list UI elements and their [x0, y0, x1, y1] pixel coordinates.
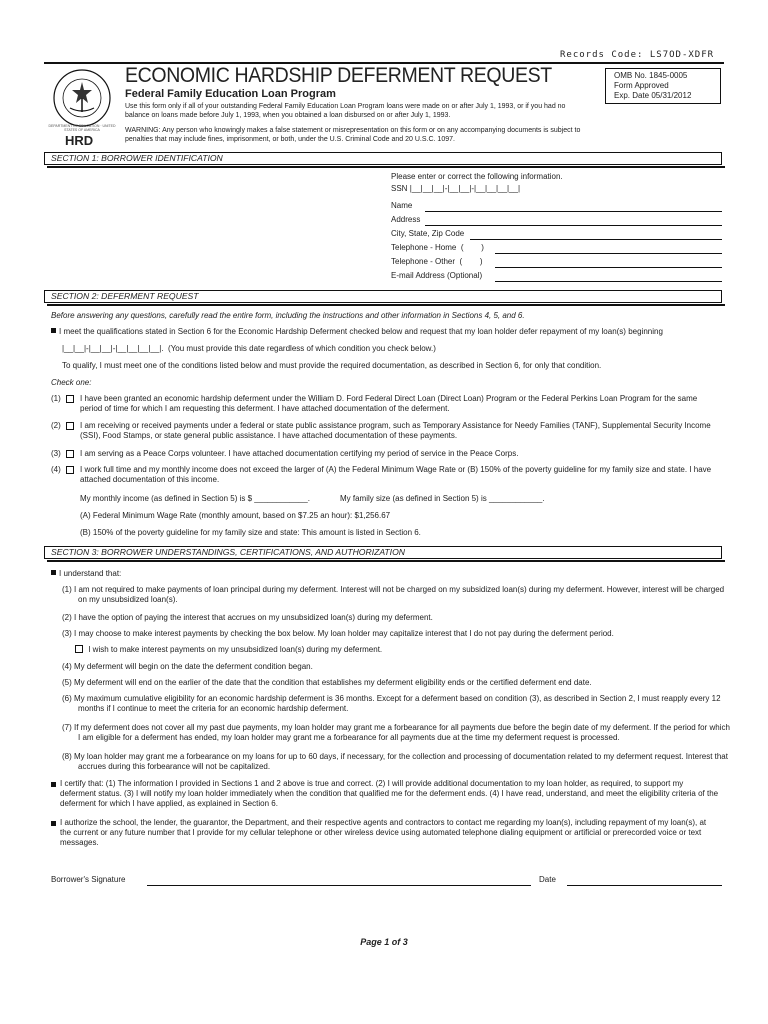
- option-a-text: (A) Federal Minimum Wage Rate (monthly amount, based on $7.25 an hour): $1,256.67: [80, 511, 391, 520]
- section1-header: SECTION 1: BORROWER IDENTIFICATION: [44, 152, 722, 165]
- option-number: (4): [51, 465, 61, 474]
- field-email-label: E-mail Address (Optional): [391, 271, 483, 280]
- understand-item-3: (3) I may choose to make interest payments by checking the box below. My loan holder may capitalize interest that I do not pay during the deferment period.: [62, 629, 614, 638]
- understand-text: I understand that:: [59, 569, 122, 578]
- form-warning: WARNING: Any person who knowingly makes a false statement or misrepresentation on this form or on any accompanying documents is subject to penalties that may include fines, imprisonment, or both, under the U.S. Criminal Code and 20 U.S.C. 1097.: [125, 127, 581, 143]
- option-3-text: I am serving as a Peace Corps volunteer. I have attached documentation certifying my period of service in the Peace Corps.: [80, 449, 519, 458]
- check-one-label: Check one:: [51, 378, 92, 387]
- bullet-icon: [51, 570, 56, 575]
- bullet-icon: [51, 782, 56, 787]
- field-address-input[interactable]: [425, 225, 722, 226]
- department-seal: [52, 68, 112, 128]
- date-label: Date: [539, 875, 556, 884]
- field-name-label: Name: [391, 201, 413, 210]
- option-number: (2): [51, 421, 61, 430]
- form-title: ECONOMIC HARDSHIP DEFERMENT REQUEST: [125, 64, 552, 87]
- section3-header: SECTION 3: BORROWER UNDERSTANDINGS, CERTIFICATIONS, AND AUTHORIZATION: [44, 546, 722, 559]
- option-b-text: (B) 150% of the poverty guideline for my family size and state: This amount is listed in Section 6.: [80, 528, 421, 537]
- seal-icon: [52, 68, 112, 128]
- option-number: (1): [51, 394, 61, 403]
- option-2: [51, 421, 721, 441]
- field-phone-other-label: Telephone - Other ( ): [391, 257, 483, 266]
- interest-option-checkbox[interactable]: [75, 645, 83, 653]
- qualify-statement: [51, 327, 721, 337]
- ssn-row[interactable]: [391, 184, 520, 194]
- option-number: (3): [51, 449, 61, 458]
- certify-text: I certify that: (1) The information I provided in Sections 1 and 2 above is true and correct. (2) I will provide additional documentation to my loan holder, as required, to support my deferment status. (3) I will notify my loan holder immediately when the condition that qualified me for the deferment ends. (4) I have read, understand, and meet the eligibility criteria of the deferment for which I have applied, as explained in Section 6.: [60, 779, 719, 808]
- understand-item-2: (2) I have the option of paying the interest that accrues on my unsubsidized loan(s) during my deferment.: [62, 613, 433, 622]
- begin-date-field[interactable]: |__|__|-|__|__|-|__|__|__|__|. (You must provide this date regardless of which condition you check below.): [62, 344, 436, 353]
- option-1: [51, 394, 721, 414]
- form-subtitle: Federal Family Education Loan Program: [125, 88, 336, 100]
- option-4: [51, 465, 721, 485]
- qualify-line1: I meet the qualifications stated in Section 6 for the Economic Hardship Deferment checked below and request that my loan holder defer repayment of my loan(s) beginning: [59, 327, 663, 336]
- option-1-text: I have been granted an economic hardship deferment under the William D. Ford Federal Direct Loan (Direct Loan) Program or the Federal Perkins Loan Program for the same period of time for which I am requesting this deferment. I have attached documentation of the deferment.: [80, 394, 698, 413]
- omb-box: [605, 68, 721, 104]
- ssn-label: SSN: [391, 184, 408, 193]
- option-4-checkbox[interactable]: [66, 466, 74, 474]
- records-code: Records Code: LS7OD-XDFR: [560, 50, 715, 60]
- authorize-statement: [51, 818, 719, 848]
- option-3: [51, 449, 721, 459]
- section2-intro: Before answering any questions, carefully read the entire form, including the instructions and other information in Sections 4, 5, and 6.: [51, 311, 525, 320]
- omb-expiration: Exp. Date 05/31/2012: [614, 91, 692, 100]
- family-size-field[interactable]: My family size (as defined in Section 5) is ____________.: [340, 494, 545, 503]
- interest-option-text: I wish to make interest payments on my unsubsidized loan(s) during my deferment.: [88, 645, 383, 654]
- understand-item-4: (4) My deferment will begin on the date the deferment condition began.: [62, 662, 313, 671]
- seal-text: DEPARTMENT OF EDUCATION · UNITED STATES OF AMERICA: [48, 124, 116, 132]
- omb-approved: Form Approved: [614, 81, 669, 90]
- bullet-icon: [51, 328, 56, 333]
- field-address-label: Address: [391, 215, 421, 224]
- interest-option: [75, 645, 382, 655]
- section1-instruction: Please enter or correct the following information.: [391, 172, 563, 181]
- understand-label: [51, 569, 121, 579]
- authorize-text: I authorize the school, the lender, the guarantor, the Department, and their respective agents and contractors to contact me regarding my loan(s), including repayment of my loan(s), at the current or any future number that I provide for my cellular telephone or other wireless device using automated telephone dialing equipment or artificial or prerecorded voice or text messages.: [60, 818, 707, 847]
- section2-header: SECTION 2: DEFERMENT REQUEST: [44, 290, 722, 303]
- field-name-input[interactable]: [425, 211, 722, 212]
- option-2-text: I am receiving or received payments under a federal or state public assistance program, such as Temporary Assistance for Needy Families (TANF), Supplemental Security Income (SSI), Food Stamps, or state general public assistance. I have attached documentation of these payments.: [80, 421, 711, 440]
- understand-item-6: (6) My maximum cumulative eligibility for an economic hardship deferment is 36 months. Except for a deferment based on condition (3), as described in Section 2, I must reapply every 12 months if I continue to meet the criteria for an economic hardship deferment.: [62, 694, 721, 713]
- signature-line[interactable]: [147, 885, 531, 886]
- omb-number: OMB No. 1845-0005: [614, 71, 688, 80]
- understand-item-7: (7) If my deferment does not cover all my past due payments, my loan holder may grant me a forbearance for all payments due before the begin date of my deferment. If the period for which I am eligible for a deferment has ended, my loan holder may grant me a forbearance for all payments due at the time my deferment request is processed.: [62, 723, 730, 742]
- certify-statement: [51, 779, 719, 809]
- option-3-checkbox[interactable]: [66, 450, 74, 458]
- option-4-text: I work full time and my monthly income does not exceed the larger of (A) the Federal Minimum Wage Rate or (B) 150% of the poverty guideline for my family size and state. I have attached documentation of this income.: [80, 465, 712, 484]
- field-phone-home-input[interactable]: [495, 253, 722, 254]
- agency-code: HRD: [65, 133, 94, 148]
- option-2-checkbox[interactable]: [66, 422, 74, 430]
- field-phone-other-input[interactable]: [495, 267, 722, 268]
- understand-item-5: (5) My deferment will end on the earlier of the date that the condition that establishes my deferment eligibility ends or the certified deferment end date.: [62, 678, 592, 687]
- form-intro: Use this form only if all of your outstanding Federal Family Education Loan Program loans were made on or after July 1, 1993, or if you had no balance on loans made before July 1, 1993, when you obtained a loan disbursed on or after July 1, 1993.: [125, 103, 566, 119]
- option-1-checkbox[interactable]: [66, 395, 74, 403]
- signature-label: Borrower's Signature: [51, 875, 126, 884]
- page-number: Page 1 of 3: [360, 937, 408, 947]
- field-email-input[interactable]: [495, 281, 722, 282]
- monthly-income-field[interactable]: My monthly income (as defined in Section 5) is $ ____________.: [80, 494, 310, 503]
- bullet-icon: [51, 821, 56, 826]
- field-phone-home-label: Telephone - Home ( ): [391, 243, 484, 252]
- field-city-input[interactable]: [470, 239, 722, 240]
- ssn-boxes[interactable]: |__|__|__|-|__|__|-|__|__|__|__|: [409, 184, 521, 193]
- understand-item-8: (8) My loan holder may grant me a forbearance on my loans for up to 60 days, if necessary, for the collection and processing of documentation related to my deferment request. Interest that accrues during this forbearance will not be capitalized.: [62, 752, 728, 771]
- to-qualify-text: To qualify, I must meet one of the conditions listed below and must provide the required documentation, as described in Section 6, for only that condition.: [62, 361, 602, 370]
- understand-item-1: (1) I am not required to make payments of loan principal during my deferment. Interest will not be charged on my subsidized loan(s) during my deferment. However, interest will be charged on my unsubsidized loan(s).: [62, 585, 725, 604]
- field-city-label: City, State, Zip Code: [391, 229, 465, 238]
- date-line[interactable]: [567, 885, 722, 886]
